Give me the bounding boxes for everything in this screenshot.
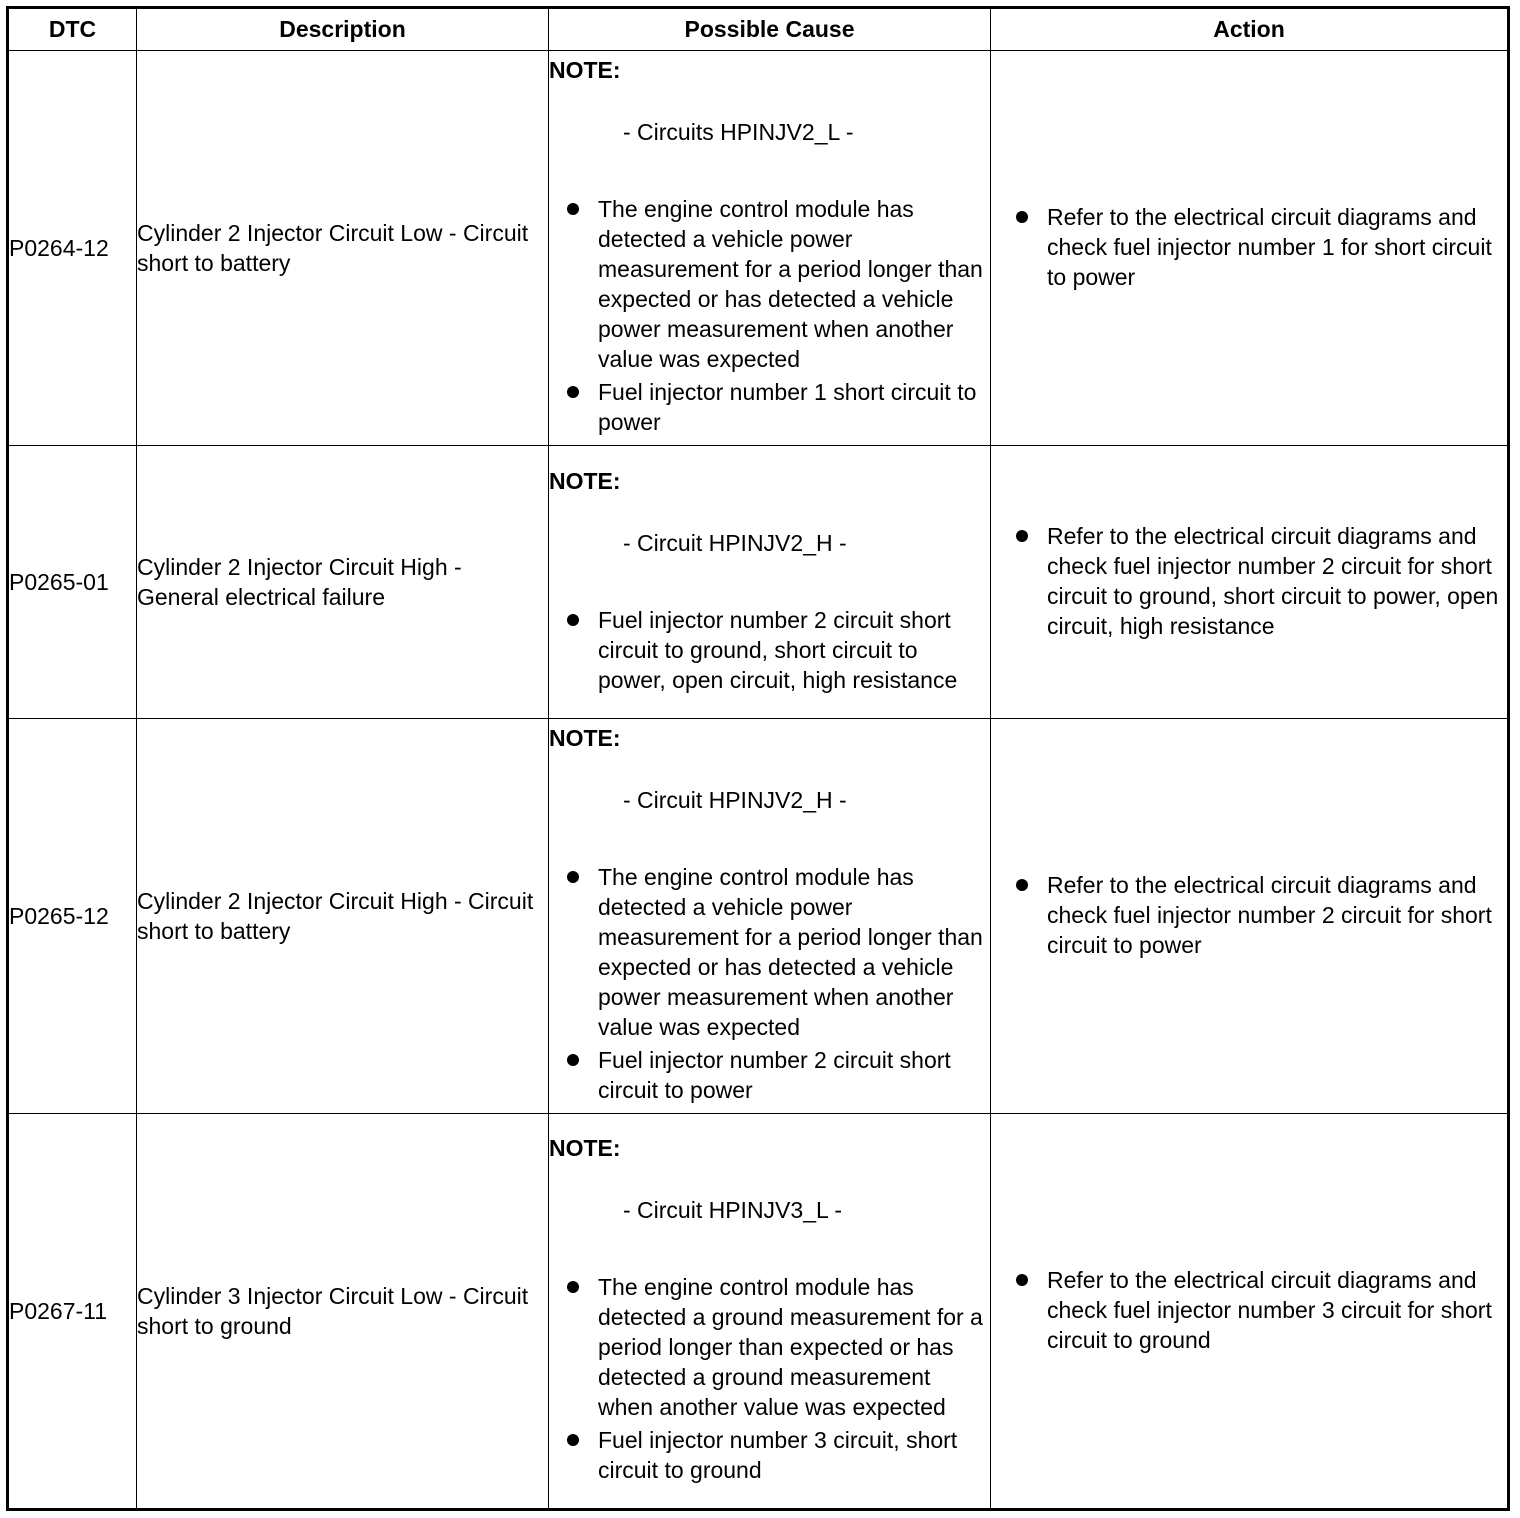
circuit-note: - Circuit HPINJV2_H - xyxy=(623,529,847,556)
table-row xyxy=(8,446,1509,719)
header-possible-cause: Possible Cause xyxy=(549,8,991,51)
list-item xyxy=(549,1272,990,1422)
cause-list xyxy=(549,194,990,437)
list-item xyxy=(991,521,1507,641)
list-item xyxy=(549,1045,990,1105)
cause-text: Fuel injector number 1 short circuit to power xyxy=(598,379,977,435)
dtc-description: Cylinder 3 Injector Circuit Low - Circuit short to ground xyxy=(137,1114,549,1510)
cause-text: Fuel injector number 3 circuit, short circuit to ground xyxy=(598,1427,958,1483)
dtc-table xyxy=(6,6,1510,1511)
header-row xyxy=(8,8,1509,51)
bullet-icon xyxy=(567,614,579,626)
list-item xyxy=(549,862,990,1042)
cause-list xyxy=(549,1272,990,1485)
bullet-icon xyxy=(1016,879,1028,891)
circuit-note: - Circuits HPINJV2_L - xyxy=(623,119,854,145)
bullet-icon xyxy=(567,1054,579,1066)
possible-cause-cell xyxy=(549,446,991,719)
note-label: NOTE: xyxy=(549,57,621,83)
action-list xyxy=(991,202,1507,292)
action-cell xyxy=(991,446,1509,719)
action-cell xyxy=(991,719,1509,1114)
action-text: Refer to the electrical circuit diagrams and check fuel injector number 2 circuit for short circuit to power xyxy=(1047,871,1492,958)
action-list xyxy=(991,870,1507,960)
action-cell xyxy=(991,1114,1509,1510)
note-label: NOTE: xyxy=(549,725,621,751)
bullet-icon xyxy=(567,1281,579,1293)
cause-text: The engine control module has detected a ground measurement for a period longer than expected or has detected a ground measurement when another value was expected xyxy=(598,1274,983,1420)
bullet-icon xyxy=(567,203,579,215)
bullet-icon xyxy=(1016,211,1028,223)
cause-text: Fuel injector number 2 circuit short circuit to ground, short circuit to power, open circuit, high resistance xyxy=(598,606,958,693)
action-cell xyxy=(991,51,1509,446)
dtc-code: P0267-11 xyxy=(8,1114,137,1510)
list-item xyxy=(549,377,990,437)
header-description: Description xyxy=(137,8,549,51)
cause-list xyxy=(549,605,990,695)
list-item xyxy=(991,202,1507,292)
table-row xyxy=(8,1114,1509,1510)
cause-text: The engine control module has detected a vehicle power measurement for a period longer than expected or has detected a vehicle power measurement when another value was expected xyxy=(598,196,983,372)
dtc-code: P0265-01 xyxy=(8,446,137,719)
possible-cause-cell xyxy=(549,719,991,1114)
bullet-icon xyxy=(567,386,579,398)
bullet-icon xyxy=(1016,530,1028,542)
cause-text: The engine control module has detected a vehicle power measurement for a period longer than expected or has detected a vehicle power measurement when another value was expected xyxy=(598,864,983,1040)
bullet-icon xyxy=(567,871,579,883)
dtc-code: P0264-12 xyxy=(8,51,137,446)
circuit-note: - Circuit HPINJV2_H - xyxy=(623,787,847,813)
list-item xyxy=(991,1265,1507,1355)
cause-text: Fuel injector number 2 circuit short circuit to power xyxy=(598,1047,951,1103)
note-label: NOTE: xyxy=(549,1135,621,1161)
header-action: Action xyxy=(991,8,1509,51)
dtc-description: Cylinder 2 Injector Circuit High - General electrical failure xyxy=(137,446,549,719)
list-item xyxy=(549,605,990,695)
action-text: Refer to the electrical circuit diagrams and check fuel injector number 1 for short circuit to power xyxy=(1047,203,1492,290)
dtc-description: Cylinder 2 Injector Circuit High - Circuit short to battery xyxy=(137,719,549,1114)
table-row xyxy=(8,719,1509,1114)
list-item xyxy=(549,194,990,374)
action-text: Refer to the electrical circuit diagrams and check fuel injector number 2 circuit for short circuit to ground, short circuit to power, open circuit, high resistance xyxy=(1047,522,1499,639)
cause-list xyxy=(549,862,990,1105)
bullet-icon xyxy=(1016,1274,1028,1286)
list-item xyxy=(549,1425,990,1485)
possible-cause-cell xyxy=(549,1114,991,1510)
table-row xyxy=(8,51,1509,446)
dtc-description: Cylinder 2 Injector Circuit Low - Circuit short to battery xyxy=(137,51,549,446)
dtc-code: P0265-12 xyxy=(8,719,137,1114)
header-dtc: DTC xyxy=(8,8,137,51)
list-item xyxy=(991,870,1507,960)
action-list xyxy=(991,521,1507,641)
action-text: Refer to the electrical circuit diagrams and check fuel injector number 3 circuit for short circuit to ground xyxy=(1047,1266,1492,1353)
bullet-icon xyxy=(567,1434,579,1446)
note-label: NOTE: xyxy=(549,467,621,494)
possible-cause-cell xyxy=(549,51,991,446)
action-list xyxy=(991,1265,1507,1355)
circuit-note: - Circuit HPINJV3_L - xyxy=(623,1197,842,1223)
